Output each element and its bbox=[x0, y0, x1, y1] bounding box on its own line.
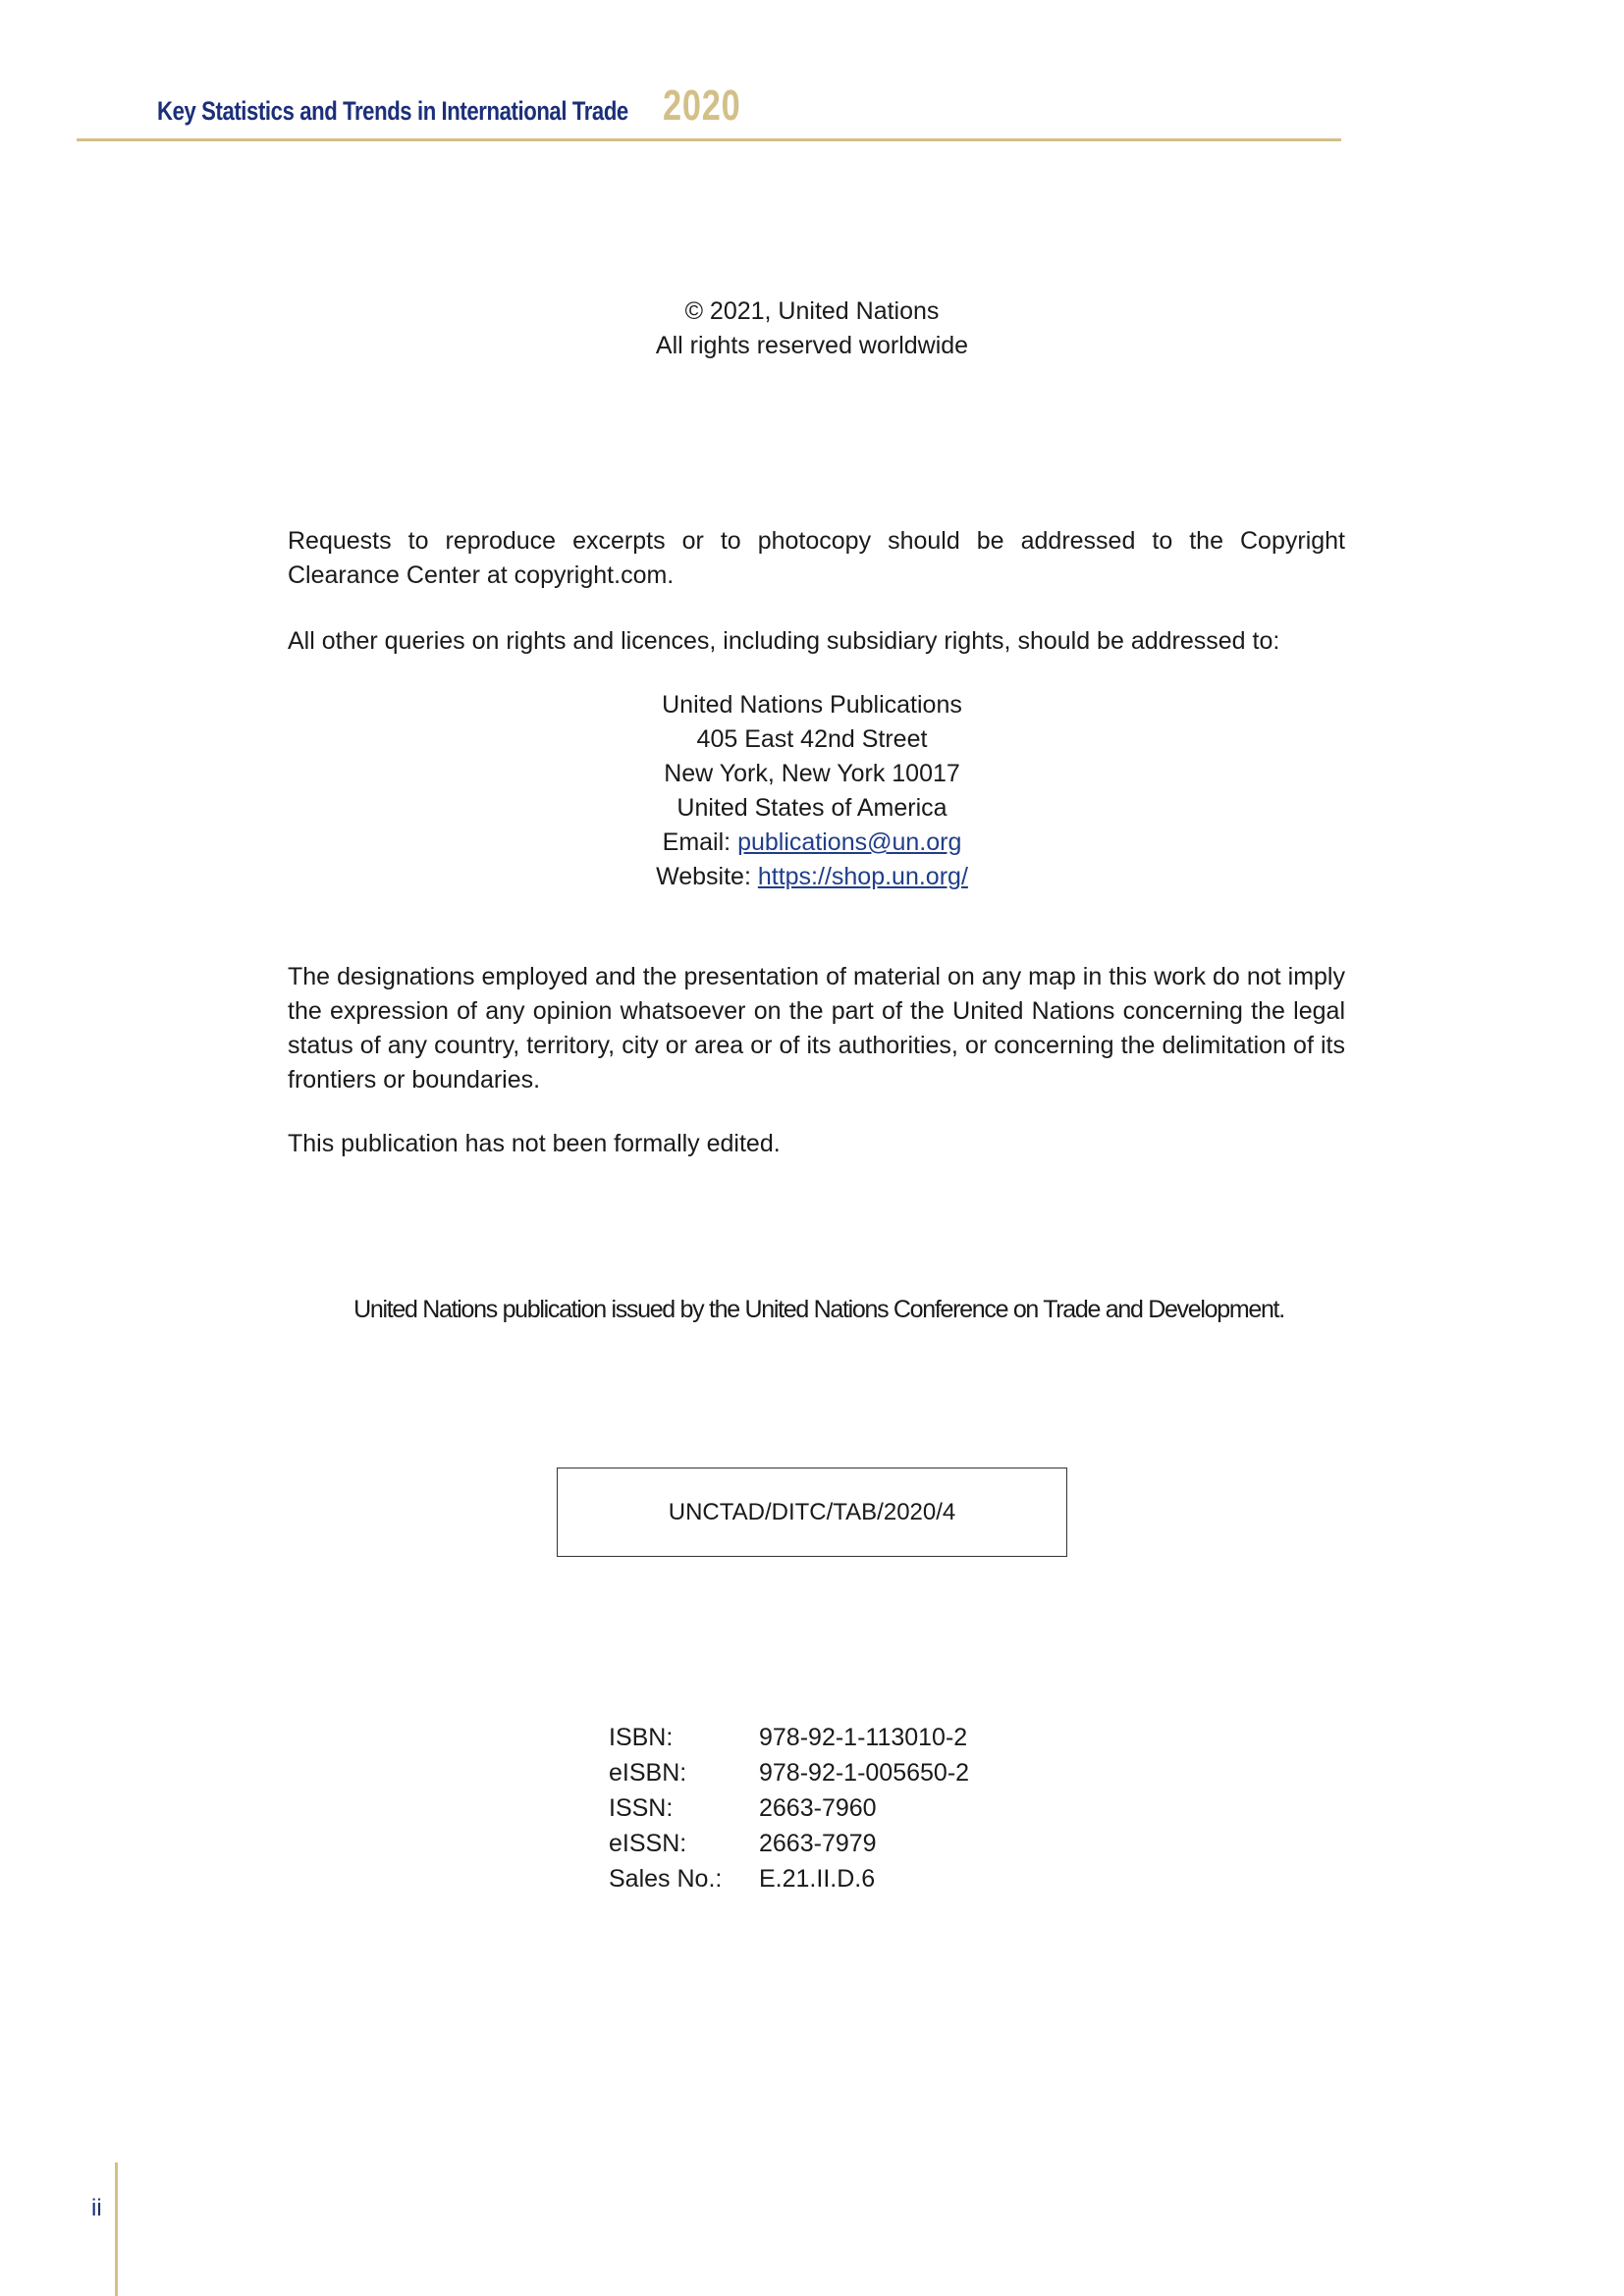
email-line bbox=[0, 826, 1624, 860]
identifiers-table bbox=[609, 1720, 969, 1896]
identifier-row bbox=[609, 1755, 969, 1790]
identifier-label: ISSN: bbox=[609, 1794, 674, 1822]
identifier-row bbox=[609, 1790, 969, 1826]
queries-paragraph: All other queries on rights and licences, including subsidiary rights, should be addressed to: bbox=[288, 627, 1280, 655]
issued-by-statement: United Nations publication issued by the United Nations Conference on Trade and Development. bbox=[353, 1296, 1284, 1323]
not-edited-note: This publication has not been formally edited. bbox=[288, 1130, 781, 1157]
address-city: New York, New York 10017 bbox=[664, 760, 960, 787]
website-link[interactable]: https://shop.un.org/ bbox=[757, 863, 968, 890]
address-street: 405 East 42nd Street bbox=[696, 725, 928, 753]
address-org: United Nations Publications bbox=[662, 691, 962, 719]
identifier-row bbox=[609, 1826, 969, 1861]
identifier-label: eISBN: bbox=[609, 1759, 687, 1787]
identifier-value: 978-92-1-005650-2 bbox=[759, 1759, 970, 1787]
identifier-value: 2663-7979 bbox=[759, 1830, 877, 1857]
address-country: United States of America bbox=[677, 794, 947, 822]
identifier-label: eISSN: bbox=[609, 1830, 687, 1857]
website-label: Website: bbox=[656, 863, 751, 890]
page-number: ii bbox=[91, 2195, 102, 2221]
identifier-row bbox=[609, 1720, 969, 1755]
email-link[interactable]: publications@un.org bbox=[737, 828, 962, 856]
address-block bbox=[0, 688, 1624, 894]
identifier-label: ISBN: bbox=[609, 1724, 674, 1751]
identifier-value: 978-92-1-113010-2 bbox=[759, 1724, 968, 1751]
identifier-value: 2663-7960 bbox=[759, 1794, 877, 1822]
copyright-line: © 2021, United Nations bbox=[684, 297, 940, 325]
email-label: Email: bbox=[662, 828, 731, 856]
reproduction-requests-paragraph: Requests to reproduce excerpts or to photocopy should be addressed to the Copyright Clearance Center at copyright.com. bbox=[288, 527, 1345, 589]
identifier-value: E.21.II.D.6 bbox=[759, 1865, 876, 1893]
identifier-label: Sales No.: bbox=[609, 1865, 723, 1893]
rights-line: All rights reserved worldwide bbox=[655, 332, 969, 359]
running-header-title: Key Statistics and Trends in International Trade bbox=[157, 96, 628, 126]
document-symbol-box bbox=[557, 1468, 1067, 1557]
running-header-year: 2020 bbox=[663, 81, 741, 130]
document-symbol: UNCTAD/DITC/TAB/2020/4 bbox=[668, 1498, 956, 1525]
designations-disclaimer: The designations employed and the presentation of material on any map in this work do not imply the expression of any opinion whatsoever on the part of the United Nations concerning the legal status of any country, territory, city or area or of its authorities, or concerning the delimitation of its frontiers or boundaries. bbox=[288, 963, 1345, 1094]
header-divider bbox=[77, 138, 1341, 141]
copyright-block bbox=[0, 294, 1624, 363]
identifier-row bbox=[609, 1861, 969, 1896]
footer-divider bbox=[115, 2163, 118, 2296]
website-line bbox=[0, 860, 1624, 894]
